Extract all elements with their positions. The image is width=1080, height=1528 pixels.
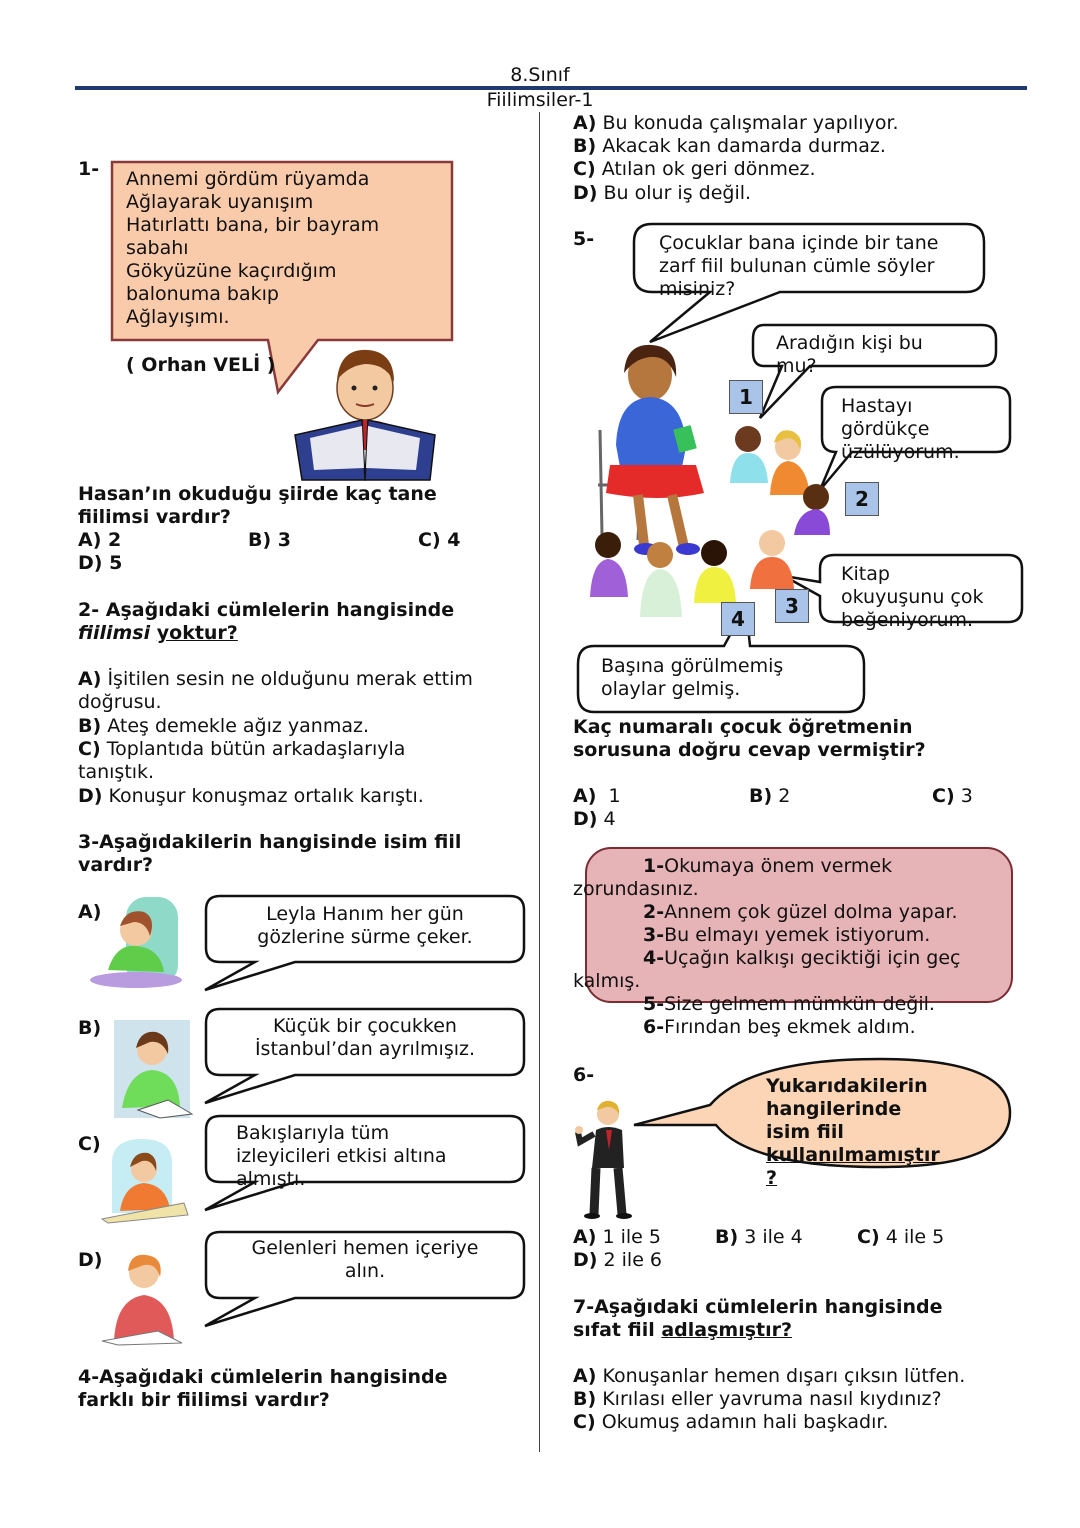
q3-text-d: Gelenleri hemen içeriye alın.: [251, 1237, 479, 1282]
q1-question: Hasan’ın okuduğu şiirde kaç tane fiilimsi vardır?: [78, 483, 437, 528]
q6-question: Yukarıdakilerin hangilerinde isim fiil kullanılmamıştır ?: [766, 1075, 940, 1189]
poem-author: ( Orhan VELİ ): [126, 354, 276, 376]
boy-writing-icon: [98, 1133, 190, 1225]
q5-number: 5-: [573, 228, 595, 250]
q3-text-c: Bakışlarıyla tüm izleyicileri etkisi altına almıştı.: [236, 1122, 447, 1190]
child2-bubble-text: Hastayı gördükçe üzülüyorum.: [841, 395, 960, 463]
reading-boy-icon: [290, 340, 440, 485]
child-label-4: 4: [721, 602, 755, 636]
topic-label: Fiilimsiler-1: [486, 89, 594, 111]
q1-option-a[interactable]: A) 2: [78, 529, 122, 551]
teacher-bubble-text: Çocuklar bana içinde bir tane zarf fiil bulunan cümle söyler misiniz?: [659, 232, 939, 300]
q7-option-c[interactable]: C) Okumuş adamın hali başkadır.: [573, 1411, 889, 1433]
woman-thinking-icon: [98, 1245, 186, 1347]
q6-option-a[interactable]: A) 1 ile 5: [573, 1226, 661, 1248]
q7-option-b[interactable]: B) Kırılası eller yavruma nasıl kıydınız?: [573, 1388, 942, 1410]
q4-question: 4-Aşağıdaki cümlelerin hangisinde farklı bir fiilimsi vardır?: [78, 1366, 448, 1411]
q3-text-b: Küçük bir çocukken İstanbul’dan ayrılmışız.: [254, 1015, 476, 1060]
q3-question: 3-Aşağıdakilerin hangisinde isim fiil vardır?: [78, 831, 462, 876]
q6-option-d[interactable]: D) 2 ile 6: [573, 1249, 663, 1271]
child3-bubble-text: Kitap okuyuşunu çok beğeniyorum.: [841, 563, 984, 631]
q6-sentences: 1-Okumaya önem vermek zorundasınız. 2-Annem çok güzel dolma yapar. 3-Bu elmayı yemek istiyorum. 4-Uçağın kalkışı geciktiği için geç kalmış. 5-Size gelmem mümkün değil. 6-Fırından beş ekmek aldım.: [573, 855, 961, 1038]
column-divider: [539, 112, 540, 1452]
q1-option-b[interactable]: B) 3: [248, 529, 292, 551]
girl-with-book-icon: [108, 1018, 194, 1120]
child-label-3: 3: [775, 589, 809, 623]
q2-option-c[interactable]: C) Toplantıda bütün arkadaşlarıyla tanıştık.: [78, 738, 406, 783]
q7-option-a[interactable]: A) Konuşanlar hemen dışarı çıksın lütfen.: [573, 1365, 966, 1387]
teacher-children-icon: [580, 335, 830, 625]
q1-number: 1-: [78, 158, 100, 180]
q6-option-b[interactable]: B) 3 ile 4: [715, 1226, 803, 1248]
q2-option-b[interactable]: B) Ateş demekle ağız yanmaz.: [78, 715, 370, 737]
child4-bubble-text: Başına görülmemiş olaylar gelmiş.: [601, 655, 784, 700]
q4-option-b[interactable]: B) Akacak kan damarda durmaz.: [573, 135, 886, 157]
q5-option-a[interactable]: A) 1: [573, 785, 621, 807]
q3-text-a: Leyla Hanım her gün gözlerine sürme çeker.: [257, 903, 473, 948]
q7-question: 7-Aşağıdaki cümlelerin hangisinde sıfat fiil adlaşmıştır?: [573, 1296, 943, 1341]
q1-option-c[interactable]: C) 4: [418, 529, 461, 551]
child-label-2: 2: [845, 482, 879, 516]
q5-question: Kaç numaralı çocuk öğretmenin sorusuna doğru cevap vermiştir?: [573, 716, 926, 761]
girl-reading-icon: [86, 892, 186, 992]
q1-option-d[interactable]: D) 5: [78, 552, 123, 574]
child-label-1: 1: [729, 380, 763, 414]
q6-option-c[interactable]: C) 4 ile 5: [857, 1226, 945, 1248]
q3-option-c[interactable]: C): [78, 1133, 101, 1155]
q6-number: 6-: [573, 1064, 595, 1086]
q2-option-d[interactable]: D) Konuşur konuşmaz ortalık karıştı.: [78, 785, 424, 807]
q5-option-b[interactable]: B) 2: [749, 785, 791, 807]
q4-option-c[interactable]: C) Atılan ok geri dönmez.: [573, 158, 816, 180]
q5-option-d[interactable]: D) 4: [573, 808, 616, 830]
grade-label: 8.Sınıf: [510, 64, 570, 86]
q2-option-a[interactable]: A) İşitilen sesin ne olduğunu merak ettim doğrusu.: [78, 668, 473, 713]
q3-option-a[interactable]: A): [78, 901, 102, 923]
q4-option-d[interactable]: D) Bu olur iş değil.: [573, 182, 752, 204]
q3-option-b[interactable]: B): [78, 1017, 102, 1039]
q5-option-c[interactable]: C) 3: [932, 785, 973, 807]
q3-option-d[interactable]: D): [78, 1249, 103, 1271]
q4-option-a[interactable]: A) Bu konuda çalışmalar yapılıyor.: [573, 112, 899, 134]
q2-question: 2- Aşağıdaki cümlelerin hangisinde fiilimsi yoktur?: [78, 599, 455, 644]
child1-bubble-text: Aradığın kişi bu mu?: [776, 332, 923, 377]
poem-text: Annemi gördüm rüyamda Ağlayarak uyanışım Hatırlattı bana, bir bayram sabahı Gökyüzüne kaçırdığım balonuma bakıp Ağlayışımı.: [126, 168, 380, 328]
